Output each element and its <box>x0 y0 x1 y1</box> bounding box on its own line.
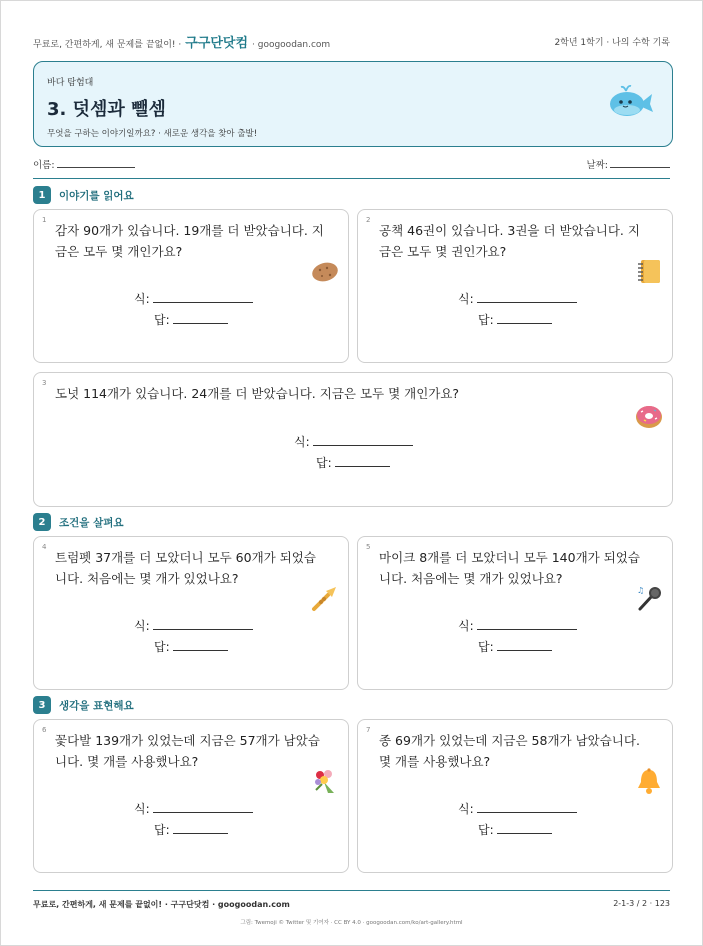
name-date-row <box>33 157 670 177</box>
problem-card-3 <box>33 372 673 507</box>
formula-field[interactable] <box>458 800 577 817</box>
formula-blank[interactable] <box>153 801 253 813</box>
problem-card-7 <box>357 719 673 873</box>
answer-label: 답: <box>154 640 170 654</box>
formula-blank[interactable] <box>153 291 253 303</box>
answer-field[interactable] <box>478 311 552 328</box>
formula-field[interactable] <box>458 617 577 634</box>
formula-label: 식: <box>294 435 310 449</box>
problem-number: 7 <box>366 726 371 734</box>
answer-field[interactable] <box>154 821 228 838</box>
title-subtitle: 무엇을 구하는 이야기일까요? · 새로운 생각을 찾아 출발! <box>47 129 258 139</box>
answer-field[interactable] <box>154 638 228 655</box>
problem-number: 1 <box>42 216 47 224</box>
footer-page-info: 2-1-3 / 2 · 123 <box>613 899 670 908</box>
formula-field[interactable] <box>294 433 413 450</box>
answer-blank[interactable] <box>497 312 552 324</box>
title-box <box>33 61 673 147</box>
section-2-title: 조건을 살펴요 <box>59 516 124 529</box>
page-title: 3. 덧셈과 뺄셈 <box>47 99 166 120</box>
problem-text: 종 69개가 있었는데 지금은 58개가 남았습니다. 몇 개를 사용했나요? <box>379 733 640 769</box>
problem-card-4 <box>33 536 349 690</box>
answer-label: 답: <box>478 640 494 654</box>
header-domain[interactable]: · googoodan.com <box>252 39 331 50</box>
formula-label: 식: <box>458 619 474 633</box>
formula-field[interactable] <box>134 800 253 817</box>
section-1-badge: 1 <box>33 186 51 204</box>
answer-blank[interactable] <box>335 455 390 467</box>
formula-field[interactable] <box>134 290 253 307</box>
svg-text:♫: ♫ <box>637 586 645 595</box>
footer <box>33 899 670 910</box>
date-label: 날짜: <box>586 160 608 171</box>
section-3-heading <box>33 696 134 714</box>
problem-number: 4 <box>42 543 47 551</box>
problem-card-1 <box>33 209 349 363</box>
header-divider <box>33 178 670 179</box>
problem-card-2 <box>357 209 673 363</box>
notebook-icon <box>634 256 664 286</box>
formula-blank[interactable] <box>153 618 253 630</box>
date-blank[interactable] <box>610 158 670 168</box>
problem-text: 트럼펫 37개를 더 모았더니 모두 60개가 되었습니다. 처음에는 몇 개가 있었나요? <box>55 550 316 586</box>
name-blank[interactable] <box>57 158 135 168</box>
answer-label: 답: <box>154 823 170 837</box>
bell-icon <box>634 766 664 796</box>
problem-number: 6 <box>42 726 47 734</box>
answer-field[interactable] <box>478 821 552 838</box>
title-kicker: 바다 탐험대 <box>47 78 94 88</box>
trumpet-icon <box>310 583 340 613</box>
footer-divider <box>33 890 670 891</box>
answer-blank[interactable] <box>497 822 552 834</box>
section-1-heading <box>33 186 134 204</box>
donut-icon <box>634 401 664 431</box>
formula-label: 식: <box>458 802 474 816</box>
formula-field[interactable] <box>458 290 577 307</box>
footer-left: 무료로, 간편하게, 새 문제를 끝없이! · 구구단닷컴 · googoodan.com <box>33 900 290 909</box>
date-field[interactable] <box>586 157 670 177</box>
problem-card-6 <box>33 719 349 873</box>
answer-blank[interactable] <box>173 639 228 651</box>
section-3-title: 생각을 표현해요 <box>59 699 134 712</box>
header-tagline: 무료로, 간편하게, 새 문제를 끝없이! · <box>33 39 182 50</box>
answer-blank[interactable] <box>173 822 228 834</box>
problem-number: 5 <box>366 543 371 551</box>
header-right-text: 2학년 1학기 · 나의 수학 기록 <box>554 37 670 48</box>
name-field[interactable] <box>33 157 135 177</box>
problem-number: 2 <box>366 216 371 224</box>
formula-blank[interactable] <box>477 291 577 303</box>
answer-blank[interactable] <box>173 312 228 324</box>
answer-label: 답: <box>154 313 170 327</box>
problem-text: 감자 90개가 있습니다. 19개를 더 받았습니다. 지금은 모두 몇 개인가요? <box>55 223 324 259</box>
formula-label: 식: <box>134 802 150 816</box>
header-brand[interactable]: 구구단닷컴 <box>185 35 249 51</box>
formula-blank[interactable] <box>313 434 413 446</box>
formula-field[interactable] <box>134 617 253 634</box>
formula-blank[interactable] <box>477 801 577 813</box>
problem-card-5 <box>357 536 673 690</box>
problem-text: 마이크 8개를 더 모았더니 모두 140개가 되었습니다. 처음에는 몇 개가 있었나요? <box>379 550 640 586</box>
answer-field[interactable] <box>478 638 552 655</box>
formula-label: 식: <box>458 292 474 306</box>
answer-blank[interactable] <box>497 639 552 651</box>
section-2-badge: 2 <box>33 513 51 531</box>
answer-field[interactable] <box>154 311 228 328</box>
problem-text: 공책 46권이 있습니다. 3권을 더 받았습니다. 지금은 모두 몇 권인가요? <box>379 223 640 259</box>
top-header <box>33 31 670 51</box>
bouquet-icon <box>310 766 340 796</box>
whale-icon <box>608 80 654 120</box>
section-3-badge: 3 <box>33 696 51 714</box>
formula-blank[interactable] <box>477 618 577 630</box>
formula-label: 식: <box>134 619 150 633</box>
answer-label: 답: <box>316 456 332 470</box>
section-1-title: 이야기를 읽어요 <box>59 189 134 202</box>
potato-icon <box>310 256 340 286</box>
answer-label: 답: <box>478 313 494 327</box>
problem-text: 꽃다발 139개가 있었는데 지금은 57개가 남았습니다. 몇 개를 사용했나요? <box>55 733 320 769</box>
microphone-icon <box>634 583 664 613</box>
formula-label: 식: <box>134 292 150 306</box>
problem-text: 도넛 114개가 있습니다. 24개를 더 받았습니다. 지금은 모두 몇 개인가요? <box>55 386 460 401</box>
answer-field[interactable] <box>316 454 390 471</box>
problem-number: 3 <box>42 379 47 387</box>
name-label: 이름: <box>33 160 55 171</box>
section-2-heading <box>33 513 124 531</box>
footer-credit: 그림: Twemoji © Twitter 및 기여자 · CC BY 4.0 · googoodan.com/ko/art-gallery.html <box>240 920 463 926</box>
answer-label: 답: <box>478 823 494 837</box>
